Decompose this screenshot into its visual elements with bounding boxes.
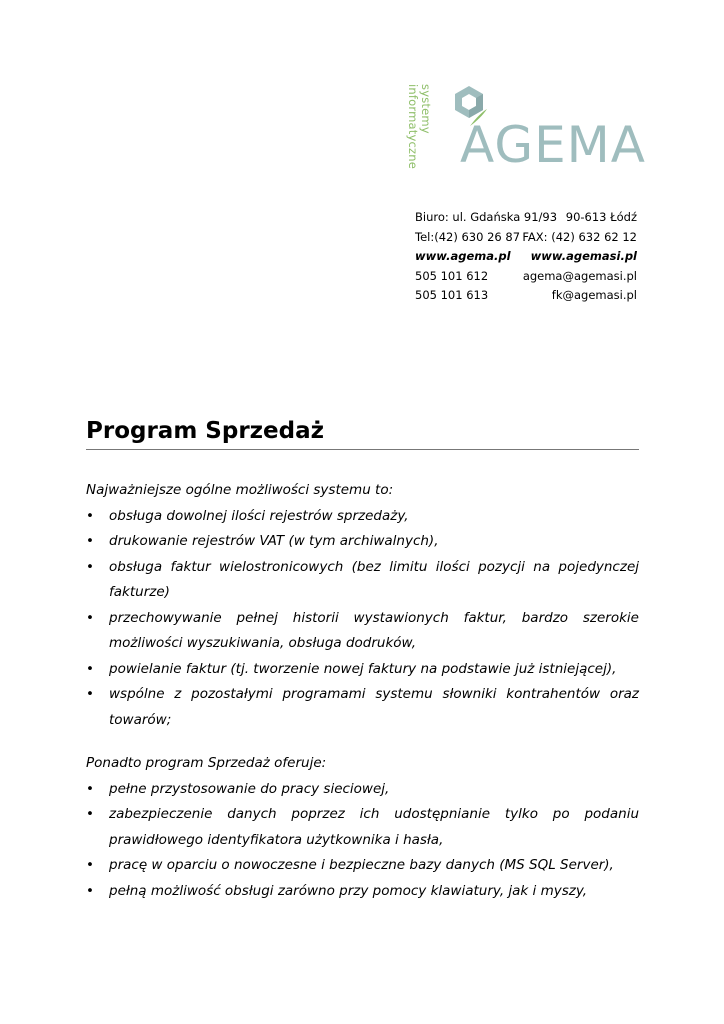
list-item: • powielanie faktur (tj. tworzenie nowej faktury na podstawie już istniejącej), bbox=[86, 657, 639, 683]
logo-wordmark: AGEMA bbox=[460, 116, 647, 174]
website-link-agema[interactable]: www.agema.pl bbox=[415, 249, 511, 263]
list-item: • pracę w oparciu o nowoczesne i bezpieczne bazy danych (MS SQL Server), bbox=[86, 853, 639, 879]
document-title: Program Sprzedaż bbox=[86, 418, 325, 444]
mobile-number-1: 505 101 612 bbox=[415, 268, 489, 283]
mobile-number-2: 505 101 613 bbox=[415, 288, 489, 302]
intro-paragraph-1: Najważniejsze ogólne możliwości systemu to: bbox=[86, 482, 394, 498]
features-list-1 bbox=[86, 504, 639, 734]
list-item: • obsługa faktur wielostronicowych (bez limitu ilości pozycji na pojedynczej fakturze) bbox=[86, 555, 639, 606]
logo-tagline-systemy: systemy bbox=[419, 84, 433, 134]
list-item: • drukowanie rejestrów VAT (w tym archiwalnych), bbox=[86, 529, 639, 555]
contact-mobile-row-1 bbox=[415, 267, 637, 287]
contact-address-row bbox=[415, 208, 637, 228]
email-agema[interactable]: agema@agemasi.pl bbox=[522, 268, 637, 283]
contact-block bbox=[415, 208, 637, 306]
document-body bbox=[86, 478, 639, 904]
list-item: • pełną możliwość obsługi zarówno przy pomocy klawiatury, jak i myszy, bbox=[86, 879, 639, 905]
phone-number: Tel:(42) 630 26 87 bbox=[415, 229, 521, 244]
logo-tagline-informatyczne: informatyczne bbox=[406, 84, 420, 169]
fax-number: FAX: (42) 632 62 12 bbox=[522, 229, 637, 244]
list-item: • przechowywanie pełnej historii wystawionych faktur, bardzo szerokie możliwości wyszukiwania, obsługa dodruków, bbox=[86, 606, 639, 657]
list-item: • pełne przystosowanie do pracy sieciowej, bbox=[86, 777, 639, 803]
intro-paragraph-2: Ponadto program Sprzedaż oferuje: bbox=[86, 755, 327, 771]
office-city: 90-613 Łódź bbox=[565, 210, 637, 224]
website-link-agemasi[interactable]: www.agemasi.pl bbox=[530, 249, 637, 263]
list-item: • obsługa dowolnej ilości rejestrów sprzedaży, bbox=[86, 504, 639, 530]
contact-mobile-row-2 bbox=[415, 286, 637, 306]
list-item: • zabezpieczenie danych poprzez ich udostępnianie tylko po podaniu prawidłowego identyfikatora użytkownika i hasła, bbox=[86, 802, 639, 853]
contact-web-row bbox=[415, 247, 637, 267]
agema-logo bbox=[404, 82, 647, 174]
contact-phone-row bbox=[415, 228, 637, 248]
list-item: • wspólne z pozostałymi programami systemu słowniki kontrahentów oraz towarów; bbox=[86, 682, 639, 733]
logo-tagline bbox=[404, 82, 434, 174]
email-fk[interactable]: fk@agemasi.pl bbox=[551, 288, 637, 302]
title-divider bbox=[86, 449, 639, 450]
office-address: Biuro: ul. Gdańska 91/93 bbox=[415, 210, 558, 224]
features-list-2 bbox=[86, 777, 639, 905]
